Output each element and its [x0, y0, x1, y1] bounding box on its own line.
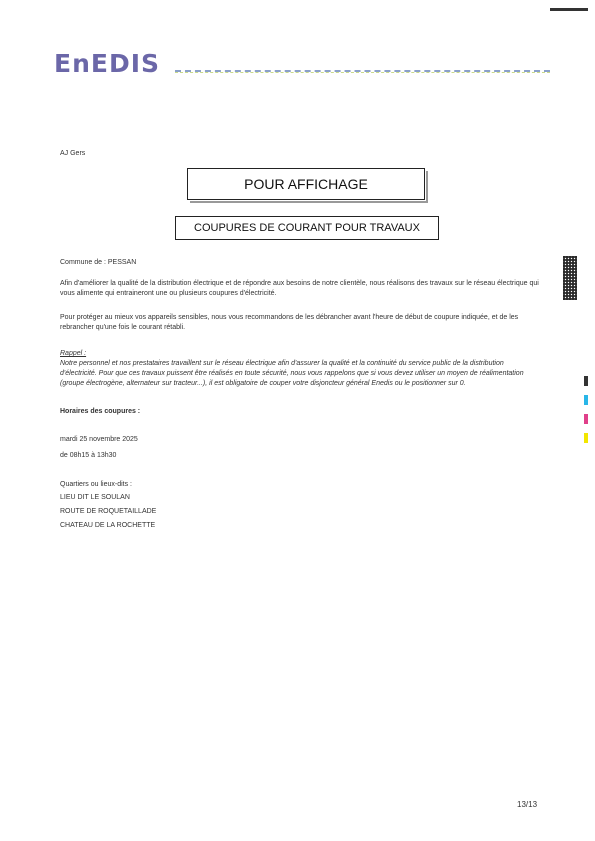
quartier-item: LIEU DIT LE SOULAN: [60, 494, 130, 501]
title-text: POUR AFFICHAGE: [244, 176, 368, 192]
quartier-item: ROUTE DE ROQUETAILLADE: [60, 508, 157, 515]
datamatrix-code: [563, 256, 577, 300]
reference-code: AJ Gers: [60, 150, 86, 157]
color-calibration-mark-magenta: [584, 414, 588, 424]
outage-date: mardi 25 novembre 2025: [60, 436, 138, 443]
enedis-logo: EnEDIS: [54, 49, 161, 78]
logo-divider-secondary: [175, 72, 550, 73]
quartiers-heading: Quartiers ou lieux-dits :: [60, 481, 132, 488]
protection-paragraph: Pour protéger au mieux vos appareils sensibles, nous vous recommandons de les débrancher avant l'heure de début de coupure indiquée, et de les rebrancher qu'une fois le courant rétabli.: [60, 314, 519, 331]
color-calibration-mark-black: [584, 376, 588, 386]
horaires-heading: Horaires des coupures :: [60, 408, 141, 415]
quartier-item: CHATEAU DE LA ROCHETTE: [60, 522, 156, 529]
color-calibration-mark-cyan: [584, 395, 588, 405]
color-calibration-mark-yellow: [584, 433, 588, 443]
intro-paragraph: Afin d'améliorer la qualité de la distribution électrique et de répondre aux besoins de notre clientèle, nous réalisons des travaux sur le réseau électrique qui vous alimente qui entraineront une ou plusieurs coupures d'électricité.: [60, 280, 539, 297]
subtitle-text: COUPURES DE COURANT POUR TRAVAUX: [194, 222, 420, 234]
rappel-heading: Rappel :: [60, 350, 87, 357]
commune-line: Commune de : PESSAN: [60, 259, 137, 266]
rappel-paragraph: Notre personnel et nos prestataires travaillent sur le réseau électrique afin d'assurer la qualité et la continuité du service public de la distribution d'électricité. Pour que ces travaux puissent être réalisés en toute sécurité, nous vous rappelons que si vous devez utiliser un moyen de réalimentation (groupe électrogène, alternateur sur tracteur...), il est obligatoire de couper votre disjoncteur général Enedis ou le positionner sur 0.: [60, 360, 524, 387]
subtitle-box: [175, 216, 439, 240]
page-number: 13/13: [517, 800, 538, 809]
title-box: [187, 168, 425, 200]
scan-edge-mark: [550, 8, 588, 11]
outage-time: de 08h15 à 13h30: [60, 452, 117, 459]
